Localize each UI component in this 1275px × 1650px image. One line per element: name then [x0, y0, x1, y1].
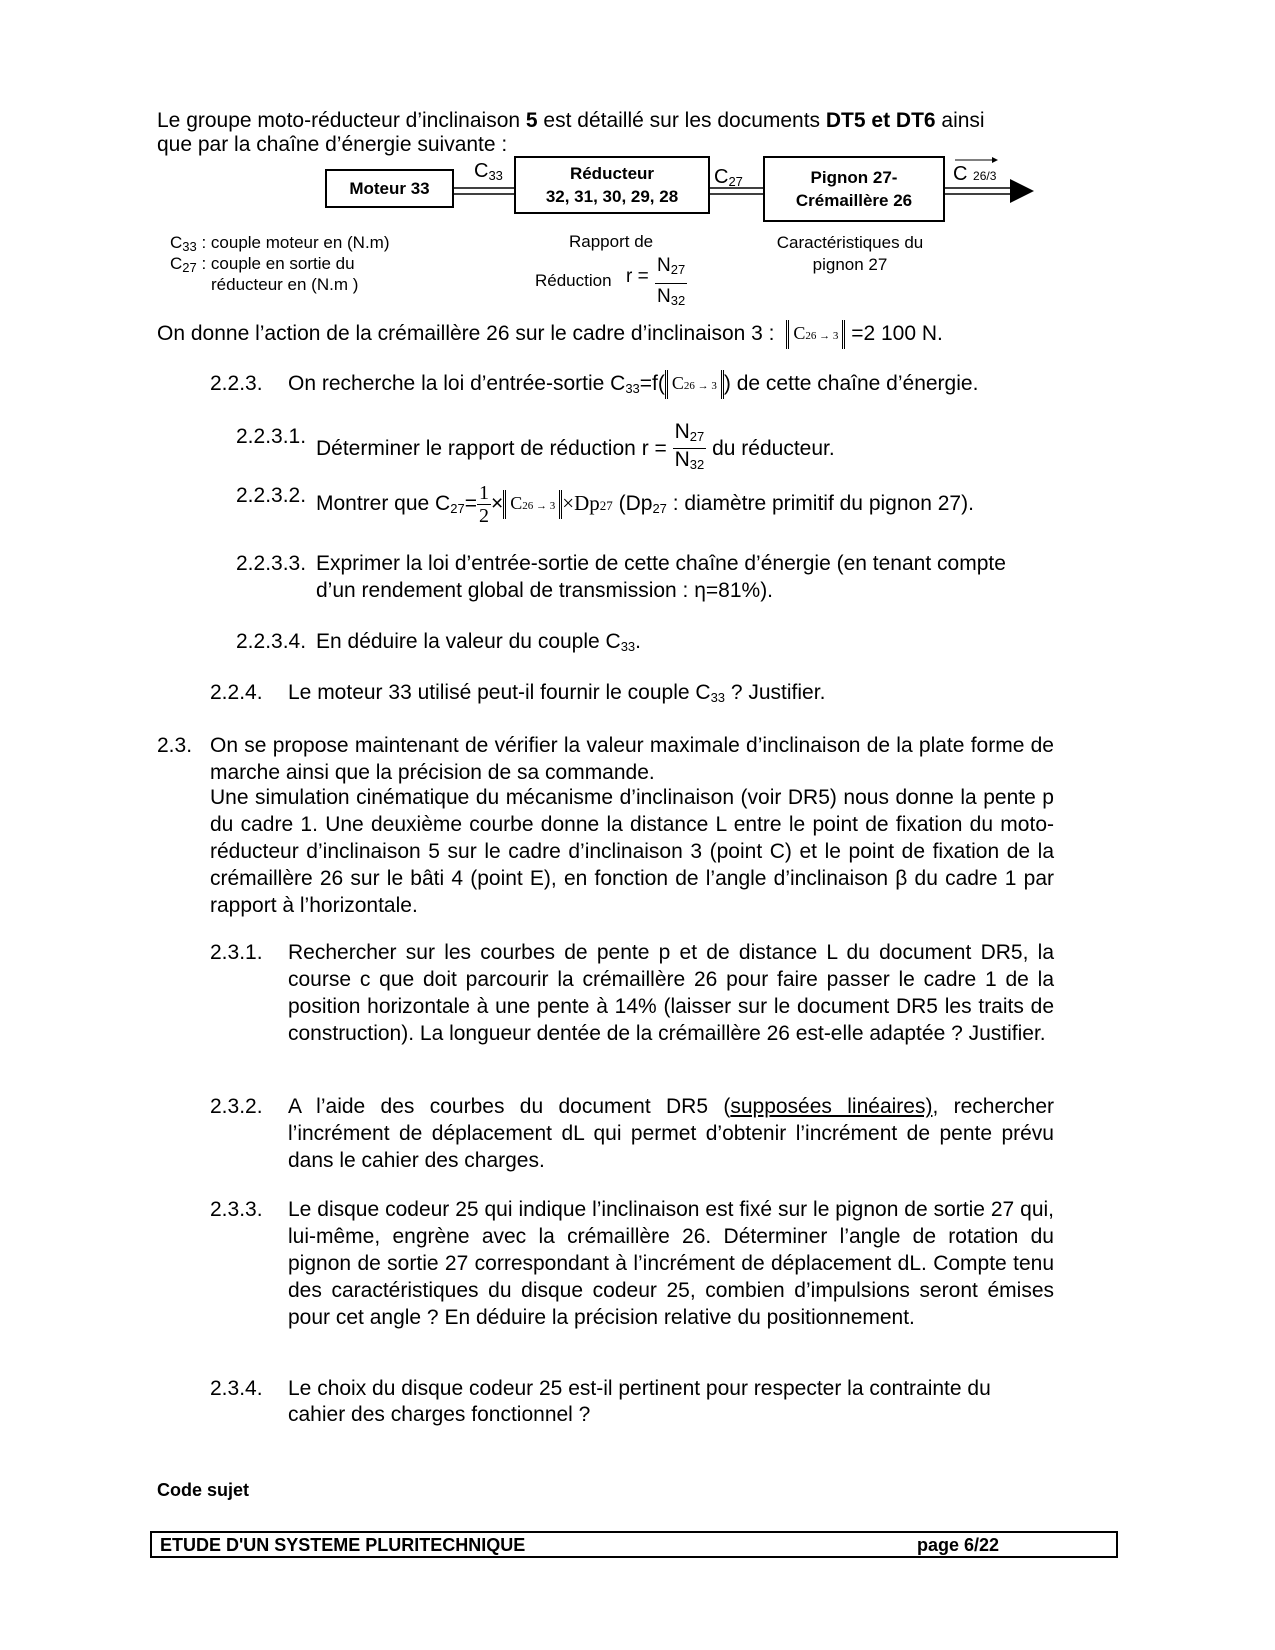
q2234-text: En déduire la valeur du couple $C_{33}$.: [316, 630, 642, 654]
intro-line-2: que par la chaîne d’énergie suivante :: [157, 133, 508, 156]
pinion-rack-box: Pignon 27- Crémaillère 26: [763, 156, 945, 222]
vector-norm-c26-3: C26 → 3: [665, 370, 724, 399]
intro-line-1: Le groupe moto-réducteur d’inclinaison 5 est détaillé sur les documents DT5 et DT6 ainsi: [157, 109, 985, 132]
q2234-number: 2.2.3.4.: [236, 630, 307, 653]
legend-c33: $C_{33}$ : couple moteur en (N.m): [170, 233, 390, 254]
legend-c27: $C_{27}$ : couple en sortie du: [170, 254, 355, 275]
label-c27: $C_{27}$: [714, 166, 743, 189]
q223-number: 2.2.3.: [210, 372, 263, 395]
fraction-numerator: $N_{27}$: [655, 253, 687, 284]
q234-number: 2.3.4.: [210, 1377, 263, 1400]
label-c263: C 26/3: [953, 163, 997, 185]
q2232-number: 2.2.3.2.: [236, 484, 307, 507]
reduction-r-eq: r =: [626, 266, 649, 287]
rack-action-line: On donne l’action de la crémaillère 26 sur le cadre d’inclinaison 3 : C26 → 3 =2 100 N.: [157, 320, 943, 349]
pinion-characteristics: Caractéristiques du pignon 27: [776, 233, 924, 274]
q233-number: 2.3.3.: [210, 1198, 263, 1221]
footer-page-number: page 6/22: [917, 1535, 1000, 1555]
ratio-fraction: $\frac{N_{27}}{N_{32}}$: [674, 420, 705, 472]
q2232-text: Montrer que $C_{27}=$ $\frac{1}{2}$ × C26 → 3 ×Dp27 ($Dp_{27}$ : diamètre primitif du pignon 27).: [316, 482, 974, 527]
motor-box: Moteur 33: [325, 169, 454, 208]
q2233-line-2: d’un rendement global de transmission : η=81%).: [316, 579, 774, 602]
q232-text: A l’aide des courbes du document DR5 (supposées linéaires), rechercher l’incrément de déplacement dL qui permet d’obtenir l’incrément de pente prévu dans le cahier des charges.: [288, 1095, 1054, 1172]
q224-text: Le moteur 33 utilisé peut-il fournir le couple $C_{33}$ ? Justifier.: [288, 681, 826, 705]
q234-line-2: cahier des charges fonctionnel ?: [288, 1403, 591, 1426]
q231-number: 2.3.1.: [210, 941, 263, 964]
footer-title: ETUDE D'UN SYSTEME PLURITECHNIQUE: [160, 1535, 526, 1555]
s23-number: 2.3.: [157, 734, 193, 757]
q233-text: Le disque codeur 25 qui indique l’inclinaison est fixé sur le pignon de sortie 27 qui, lui-même, engrène avec la crémaillère 26. Déterminer l’angle de rotation du pignon de sortie 27 correspondant à l’incrément de déplacement dL. Compte tenu des caractéristiques du disque codeur 25, combien d’impulsions seront émises pour cet angle ? En déduire la précision relative du positionnement.: [288, 1198, 1054, 1329]
q232-number: 2.3.2.: [210, 1095, 263, 1118]
q231-text: Rechercher sur les courbes de pente p et de distance L du document DR5, la course c que doit parcourir la crémaillère 26 pour faire passer le cadre 1 de la position horizontale à une pente à 14% (laisser sur le document DR5 les traits de construction). La longueur dentée de la crémaillère 26 est-elle adaptée ? Justifier.: [288, 941, 1054, 1045]
vector-norm-c26-3: C26 → 3: [786, 320, 845, 349]
q2231-number: 2.2.3.1.: [236, 425, 307, 448]
footer-code-sujet: Code sujet: [157, 1480, 250, 1500]
label-c33: $C_{33}$: [474, 160, 503, 183]
q2231-text: Déterminer le rapport de réduction r = $\frac{N_{27}}{N_{32}}$ du réducteur.: [316, 423, 835, 476]
footer-box: [150, 1531, 1118, 1558]
legend-c27-cont: réducteur en (N.m ): [211, 275, 359, 294]
vector-norm-c26-3: C26 → 3: [503, 490, 562, 519]
q223-text: On recherche la loi d’entrée-sortie $C_{33}=f$( C26 → 3 ) de cette chaîne d’énergie.: [288, 370, 978, 402]
s23-paragraph-2: Une simulation cinématique du mécanisme d’inclinaison (voir DR5) nous donne la pente p du cadre 1. Une deuxième courbe donne la distance L entre le point de fixation du moto-réducteur d’inclinaison 5 sur le cadre d’inclinaison 3 (point C) et le point de fixation de la crémaillère 26 sur le bâti 4 (point E), en fonction de l’angle d’inclinaison β du cadre 1 par rapport à l’horizontale.: [210, 786, 1054, 917]
output-arrow-icon: [1010, 179, 1034, 203]
fraction-denominator: $N_{32}$: [657, 286, 686, 308]
q224-number: 2.2.4.: [210, 681, 263, 704]
reduction-fraction: [655, 253, 687, 314]
q2233-number: 2.2.3.3.: [236, 552, 307, 575]
reducer-box: Réducteur 32, 31, 30, 29, 28: [514, 156, 710, 214]
half-fraction: $\frac{1}{2}$: [478, 482, 489, 527]
s23-paragraph-1: On se propose maintenant de vérifier la valeur maximale d’inclinaison de la plate forme de marche ainsi que la précision de sa commande.: [210, 734, 1054, 784]
reduction-label: Réduction: [535, 271, 612, 290]
q234-line-1: Le choix du disque codeur 25 est-il pertinent pour respecter la contrainte du: [288, 1377, 991, 1400]
q2233-line-1: Exprimer la loi d’entrée-sortie de cette chaîne d’énergie (en tenant compte: [316, 552, 1006, 575]
reduction-ratio-label: Rapport de: [569, 232, 654, 251]
